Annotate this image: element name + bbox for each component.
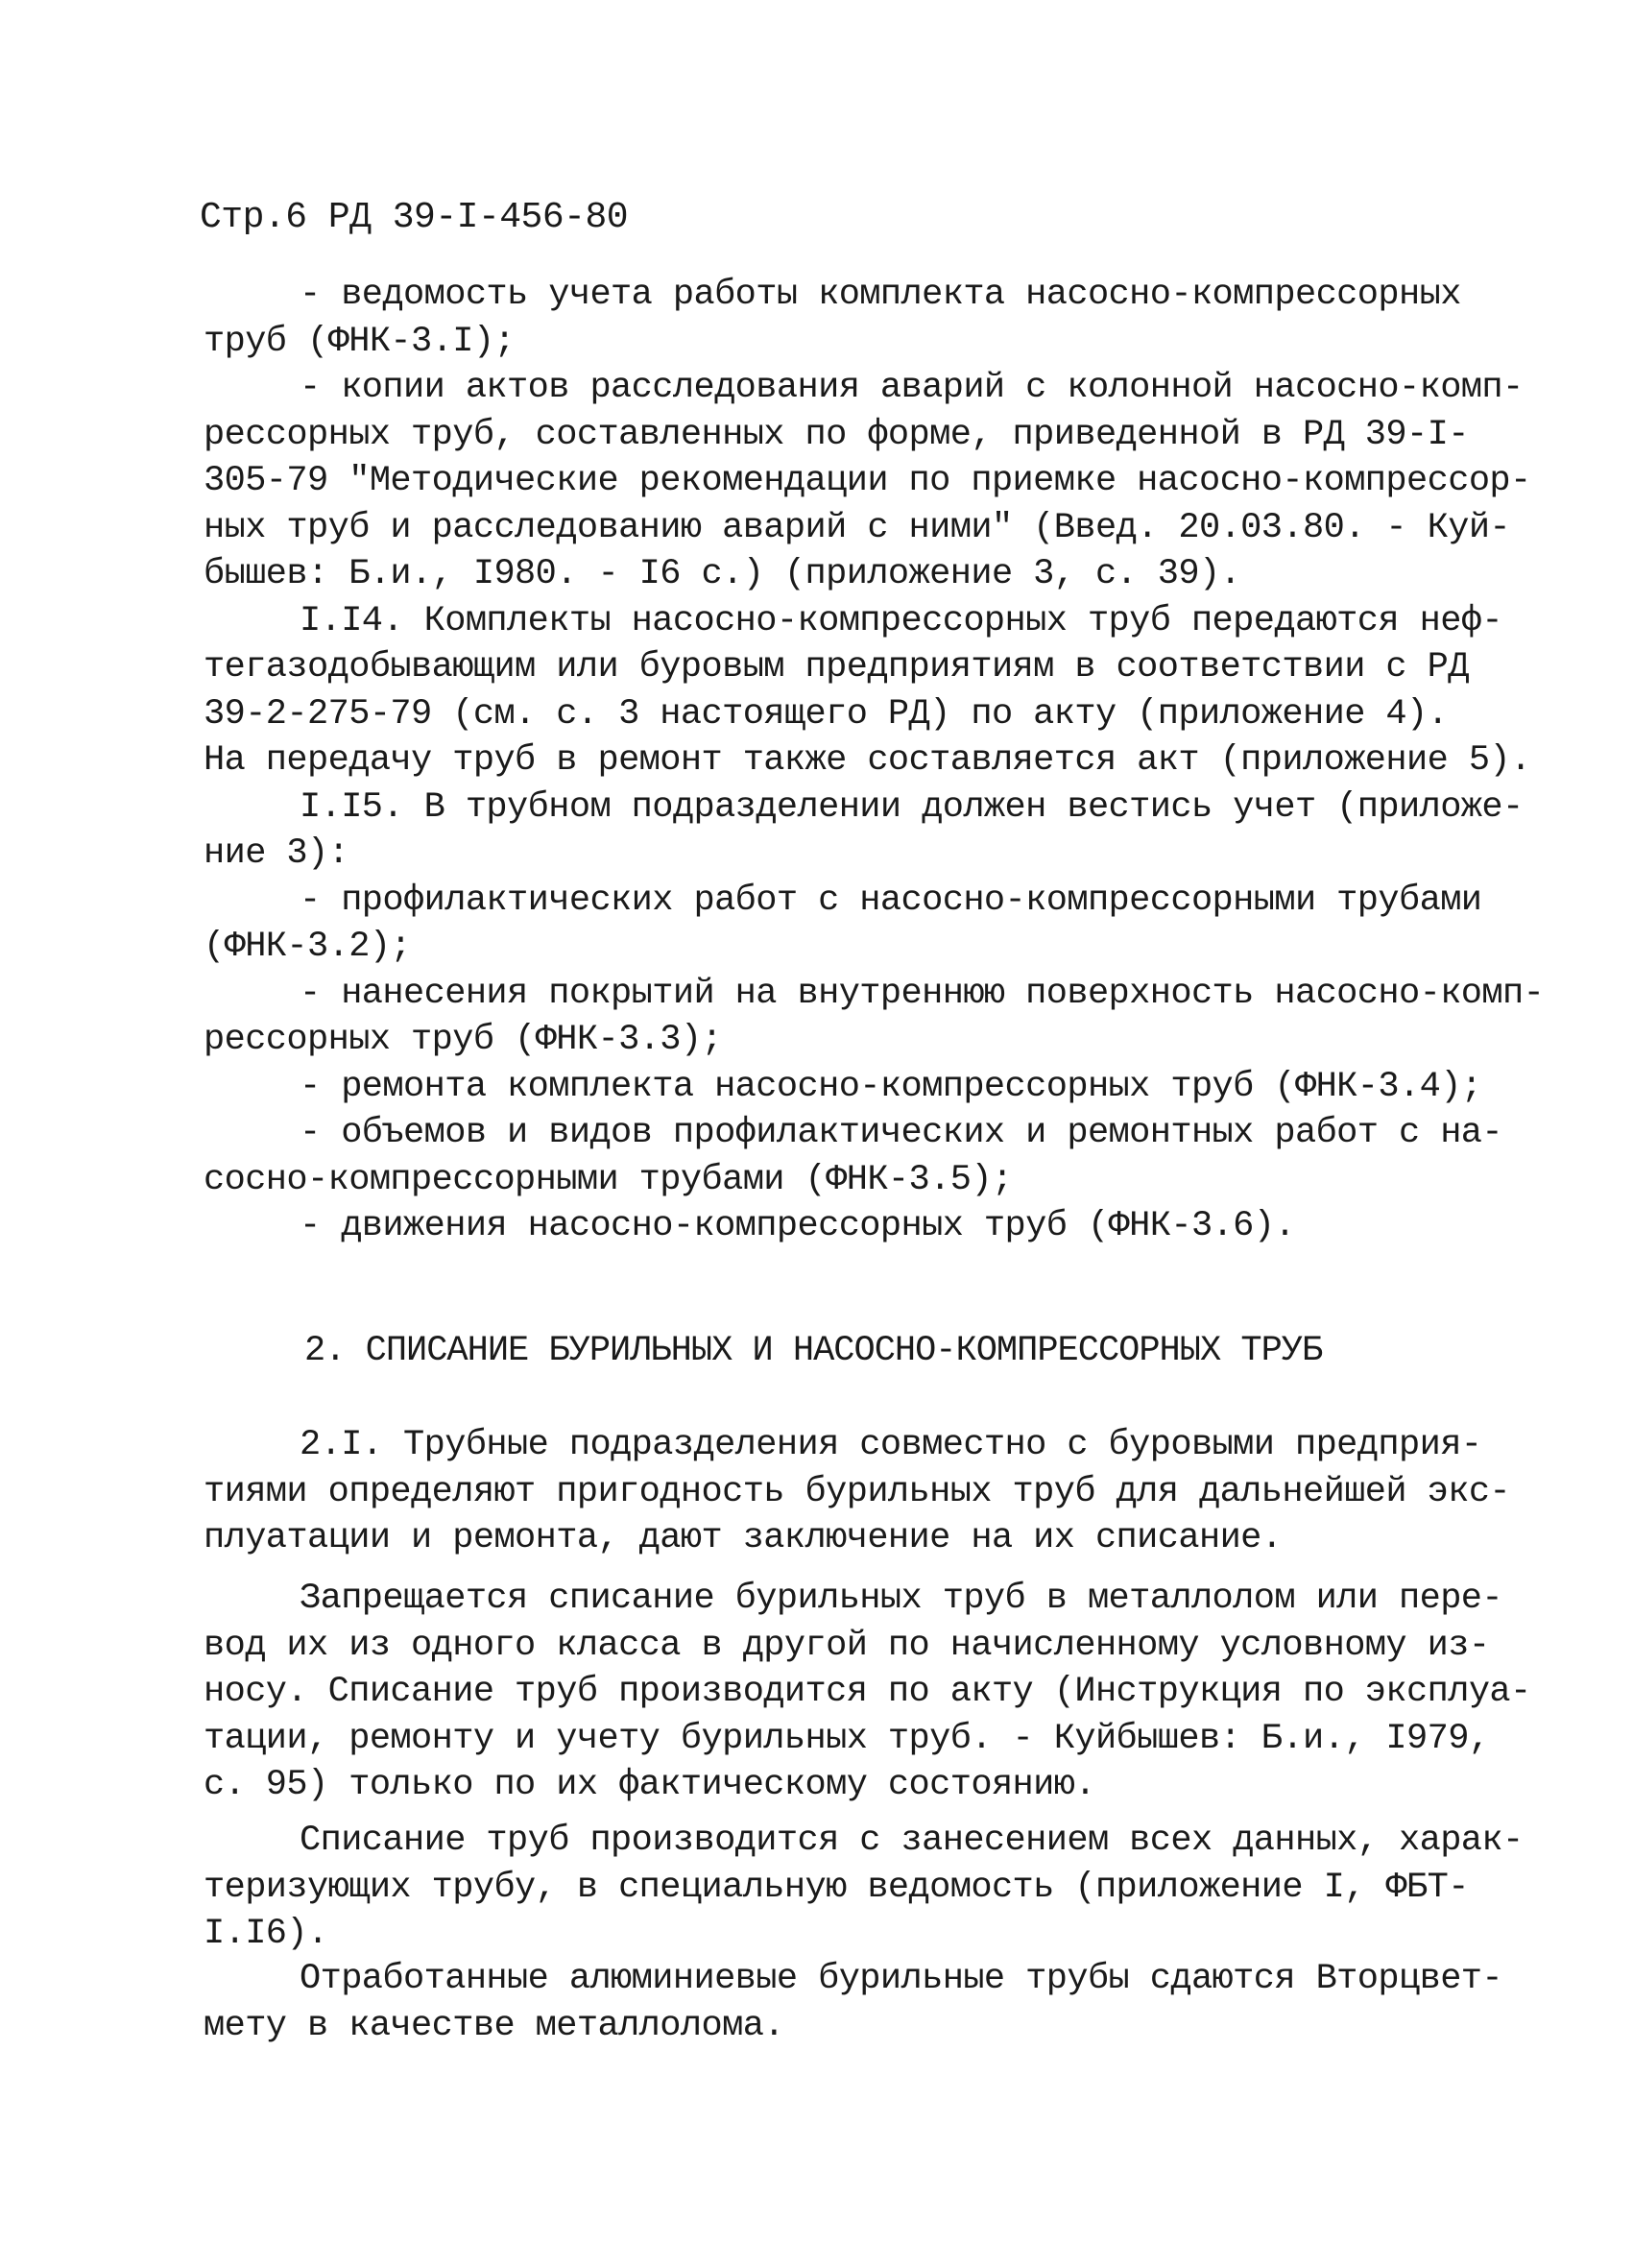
text-line: тегазодобывающим или буровым предприятиям в соответствии с РД — [204, 647, 1469, 688]
text-line: труб (ФНК-3.I); — [204, 321, 516, 362]
section-2-paragraph — [204, 1422, 1511, 1562]
text-line: с. 95) только по их фактическому состоянию. — [204, 1765, 1095, 1805]
text-line: рессорных труб, составленных по форме, приведенной в РД 39-I- — [204, 414, 1469, 455]
text-line: Отработанные алюминиевые бурильные трубы сдаются Вторцвет- — [300, 1959, 1503, 1999]
section-2-paragraph — [204, 1818, 1524, 1958]
text-line: (ФНК-3.2); — [204, 927, 412, 967]
text-line: теризующих трубу, в специальную ведомость (приложение I, ФБТ- — [204, 1867, 1469, 1908]
text-line: сосно-компрессорными трубами (ФНК-3.5); — [204, 1159, 1013, 1200]
text-line: - копии актов расследования аварий с колонной насосно-комп- — [300, 368, 1524, 408]
text-line: - объемов и видов профилактических и ремонтных работ с на- — [300, 1113, 1503, 1153]
text-line: плуатации и ремонта, дают заключение на их списание. — [204, 1518, 1283, 1558]
section-2-paragraph — [204, 1956, 1503, 2049]
page-header: Стр.6 РД 39-I-456-80 — [200, 197, 629, 238]
section-1-text — [204, 272, 1545, 1250]
text-line: I.I5. В трубном подразделении должен вестись учет (приложе- — [300, 786, 1524, 828]
text-line: I.I6). — [204, 1914, 328, 1954]
text-line: носу. Списание труб производится по акту (Инструкция по эксплуа- — [204, 1672, 1531, 1712]
text-line: На передачу труб в ремонт также составляется акт (приложение 5). — [204, 740, 1531, 781]
text-line: - нанесения покрытий на внутреннюю поверхность насосно-комп- — [300, 973, 1545, 1014]
text-line: Списание труб производится с занесением всех данных, харак- — [300, 1821, 1524, 1861]
text-line: тиями определяют пригодность бурильных труб для дальнейшей экс- — [204, 1471, 1511, 1512]
text-line: 305-79 "Методические рекомендации по приемке насосно-компрессор- — [204, 461, 1531, 501]
text-line: Запрещается списание бурильных труб в металлолом или пере- — [300, 1579, 1503, 1619]
text-line: рессорных труб (ФНК-3.3); — [204, 1020, 723, 1060]
text-line: I.I4. Комплекты насосно-компрессорных труб передаются неф- — [300, 600, 1503, 641]
text-line: мету в качестве металлолома. — [204, 2005, 784, 2046]
text-line: ние 3): — [204, 833, 349, 874]
text-line: - ремонта комплекта насосно-компрессорных труб (ФНК-3.4); — [300, 1066, 1482, 1107]
text-line: - ведомость учета работы комплекта насосно-компрессорных — [300, 275, 1461, 315]
text-line: бышев: Б.и., I980. - I6 с.) (приложение 3, с. 39). — [204, 554, 1241, 594]
text-line: - профилактических работ с насосно-компрессорными трубами — [300, 880, 1482, 921]
text-line: - движения насосно-компрессорных труб (ФНК-3.6). — [300, 1206, 1295, 1246]
text-line: вод их из одного класса в другой по начисленному условному из- — [204, 1625, 1490, 1666]
section-2-heading: 2. СПИСАНИЕ БУРИЛЬНЫХ И НАСОСНО-КОМПРЕССОРНЫХ ТРУБ — [304, 1331, 1323, 1371]
section-2-paragraph — [204, 1576, 1531, 1809]
text-line: ных труб и расследованию аварий с ними" (Введ. 20.03.80. - Куй- — [204, 507, 1511, 548]
text-line: тации, ремонту и учету бурильных труб. - Куйбышев: Б.и., I979, — [204, 1718, 1490, 1759]
text-line: 2.I. Трубные подразделения совместно с буровыми предприя- — [300, 1425, 1482, 1465]
text-line: 39-2-275-79 (см. с. 3 настоящего РД) по акту (приложение 4). — [204, 693, 1449, 735]
